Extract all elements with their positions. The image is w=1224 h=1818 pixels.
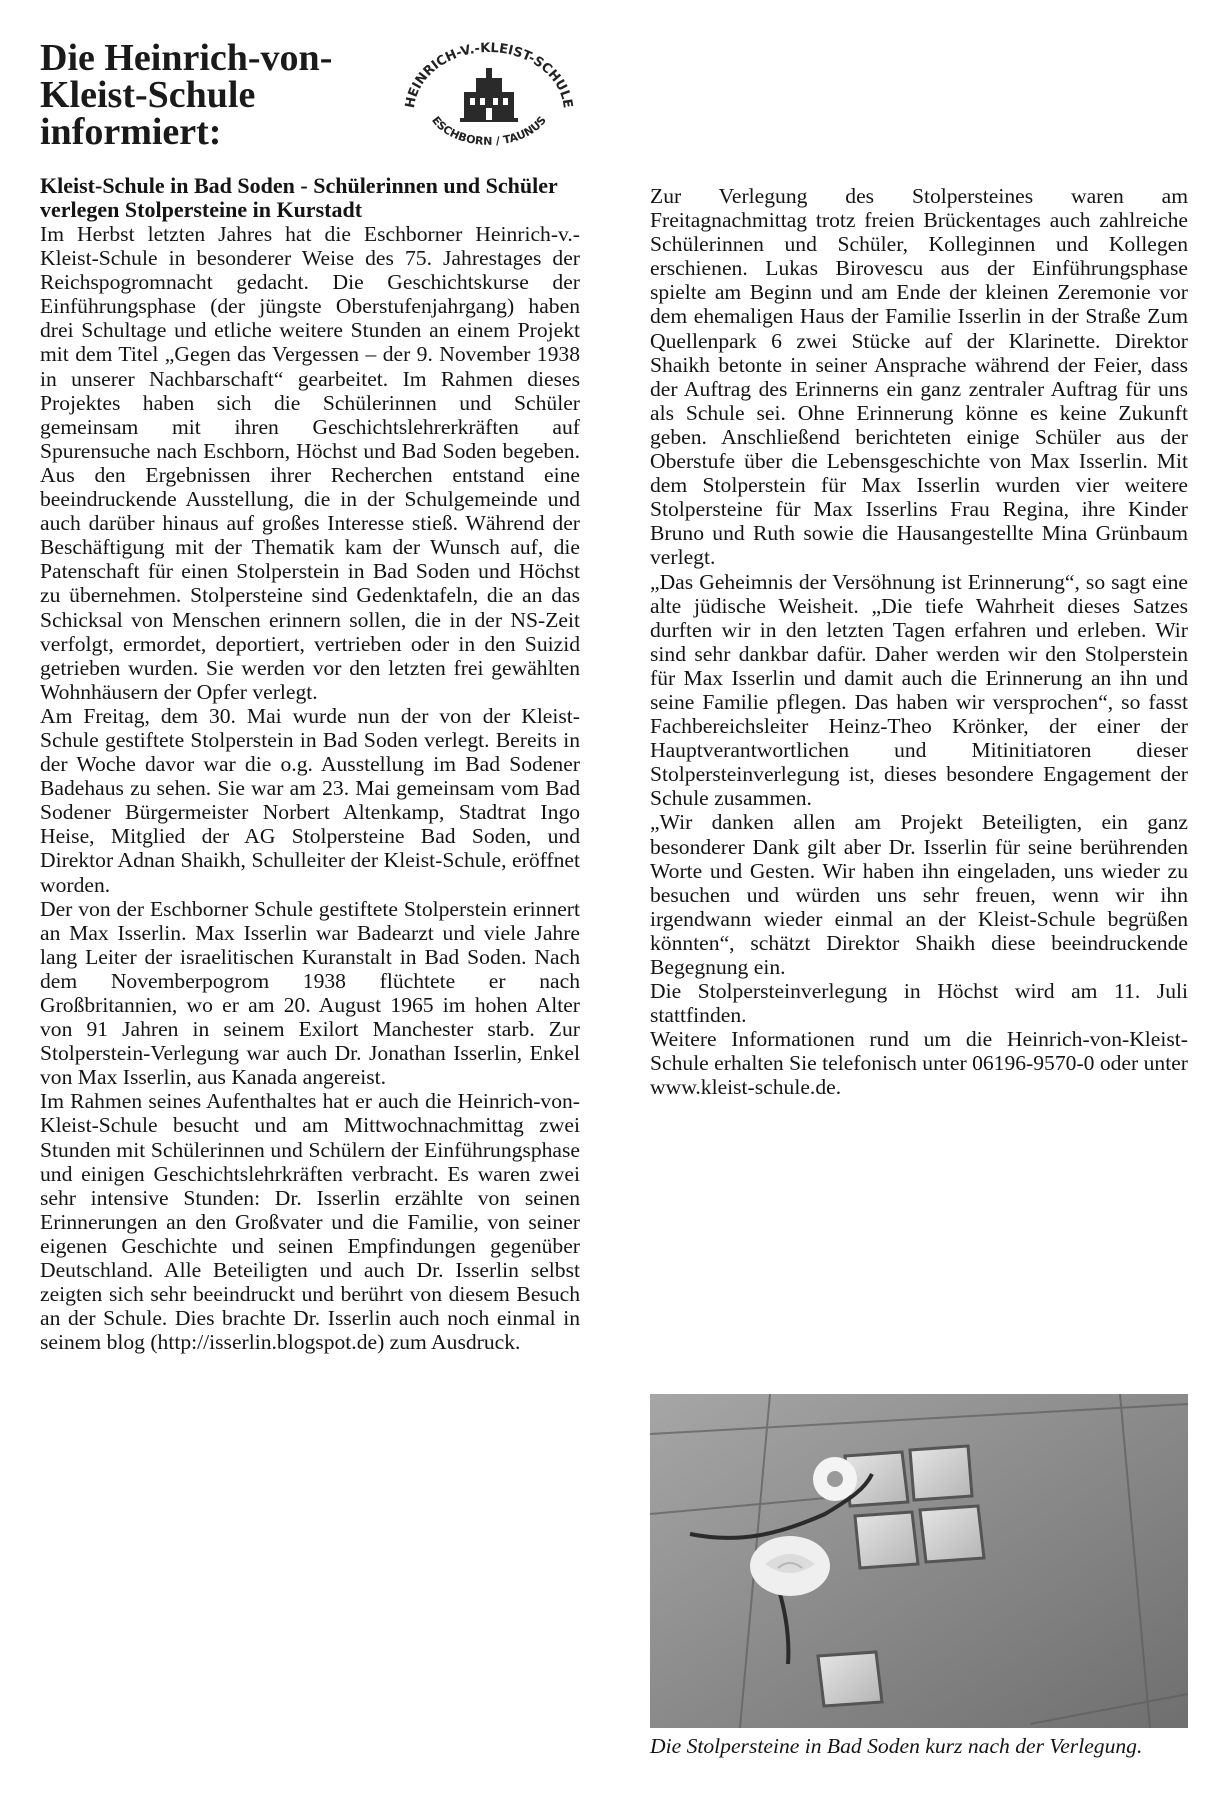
article-paragraph: Im Rahmen seines Aufenthaltes hat er auch die Heinrich-von-Kleist-Schule besucht und am Mittwochnachmittag zwei Stunden mit Schülerinnen und Schülern der Einführungsphase und einigen Geschichtslehrkräften verbracht. Es waren zwei sehr intensive Stunden: Dr. Isserlin erzählte von seinen Erinnerungen an den Großvater und die Familie, von seiner eigenen Geschichte und seinen Empfindungen gegenüber Deutschland. Alle Beteiligten und auch Dr. Isserlin selbst zeigten sich sehr beeindruckt und berührt von diesem Besuch an der Schule. Dies brachte Dr. Isserlin auch noch einmal in seinem blog (http://isserlin.blogspot.de) zum Ausdruck. bbox=[40, 1089, 580, 1355]
logo-bottom-text: ESCHBORN / TAUNUS bbox=[429, 113, 549, 148]
photo-image bbox=[650, 1394, 1188, 1728]
photo-caption: Die Stolpersteine in Bad Soden kurz nach der Verlegung. bbox=[650, 1734, 1143, 1758]
article-paragraph: Der von der Eschborner Schule gestiftete Stolperstein erinnert an Max Isserlin. Max Isserlin war Badearzt und viele Jahre lang Leiter der israelitischen Kuranstalt in Bad Soden. Nach dem Novemberpogrom 1938 flüchtete er nach Großbritannien, wo er am 20. August 1965 im hohen Alter von 91 Jahren in seinem Exilort Manchester starb. Zur Stolperstein-Verlegung war auch Dr. Jonathan Isserlin, Enkel von Max Isserlin, aus Kanada angereist. bbox=[40, 896, 580, 1090]
article-paragraph: Weitere Informationen rund um die Heinrich-von-Kleist-Schule erhalten Sie telefonisch unter 06196-9570-0 oder unter www.kleist-schule.de. bbox=[650, 1027, 1188, 1100]
masthead bbox=[40, 37, 370, 153]
article-heading: Kleist-Schule in Bad Soden - Schülerinnen und Schüler verlegen Stolpersteine in Kurstadt bbox=[40, 173, 558, 222]
school-logo bbox=[400, 34, 578, 164]
title-line: Die Heinrich-von- bbox=[40, 37, 333, 79]
article-paragraph: Im Herbst letzten Jahres hat die Eschborner Heinrich-v.-Kleist-Schule in besonderer Weise des 75. Jahrestages der Reichspogromnacht gedacht. Die Geschichtskurse der Einführungsphase (der jüngste Oberstufenjahrgang) haben drei Schultage und etliche weitere Stunden an einem Projekt mit dem Titel „Gegen das Vergessen – der 9. November 1938 in unserer Nachbarschaft“ gearbeitet. Im Rahmen dieses Projektes haben sich die Schülerinnen und Schüler gemeinsam mit ihren Geschichtslehrerkräften auf Spurensuche nach Eschborn, Höchst und Bad Soden begeben. Aus den Ergebnissen ihrer Recherchen entstand eine beeindruckende Ausstellung, die in der Schulgemeinde und auch darüber hinaus auf großes Interesse stieß. Während der Beschäftigung mit der Thematik kam der Wunsch auf, die Patenschaft für einen Stolperstein in Bad Soden und Höchst zu übernehmen. Stolpersteine sind Gedenktafeln, die an das Schicksal von Menschen erinnern sollen, die in der NS-Zeit verfolgt, ermordet, deportiert, vertrieben oder in den Suizid getrieben wurden. Sie werden vor den letzten frei gewählten Wohnhäusern der Opfer verlegt. bbox=[40, 222, 580, 704]
article-paragraph: Am Freitag, dem 30. Mai wurde nun der von der Kleist-Schule gestiftete Stolperstein in Bad Soden verlegt. Bereits in der Woche davor war die o.g. Ausstellung im Bad Sodener Badehaus zu sehen. Sie war am 23. Mai gemeinsam vom Bad Sodener Bürgermeister Norbert Altenkamp, Stadtrat Ingo Heise, Mitglied der AG Stolpersteine Bad Soden, und Direktor Adnan Shaikh, Schulleiter der Kleist-Schule, eröffnet worden. bbox=[40, 703, 580, 897]
rose-flower bbox=[750, 1536, 830, 1596]
article-paragraph: Zur Verlegung des Stolpersteines waren am Freitagnachmittag trotz freien Brückentages auch zahlreiche Schülerinnen und Schüler, Kolleginnen und Kollegen erschienen. Lukas Birovescu aus der Einführungsphase spielte am Beginn und am Ende der kleinen Zeremonie vor dem ehemaligen Haus der Familie Isserlin in der Straße Zum Quellenpark 6 zwei Stücke auf der Klarinette. Direktor Shaikh betonte in seiner Ansprache während der Feier, dass der Auftrag des Erinnerns ein ganz zentraler Auftrag für uns als Schule sei. Ohne Erinnerung könne es keine Zukunft geben. Anschließend berichteten einige Schüler aus der Oberstufe über die Lebensgeschichte von Max Isserlin. Mit dem Stolperstein für Max Isserlin wurden vier weitere Stolpersteine für Max Isserlins Frau Regina, ihre Kinder Bruno und Ruth sowie die Hausangestellte Mina Grünbaum verlegt. bbox=[650, 184, 1188, 570]
article-paragraph: „Wir danken allen am Projekt Beteiligten, ein ganz besonderer Dank gilt aber Dr. Isserlin für seine berührenden Worte und Gesten. Wir haben ihn eingeladen, uns wieder zu besuchen und würden uns sehr freuen, wenn wir ihn irgendwann wieder einmal an der Kleist-Schule begrüßen könnten“, schätzt Direktor Shaikh diese beeindruckende Begegnung ein. bbox=[650, 810, 1188, 979]
stolpersteine-photo bbox=[650, 1394, 1188, 1728]
article-column-left bbox=[40, 174, 580, 1354]
article-paragraph: Die Stolpersteinverlegung in Höchst wird am 11. Juli stattfinden. bbox=[650, 979, 1188, 1028]
logo-top-text: HEINRICH-V.-KLEIST-SCHULE bbox=[403, 40, 575, 110]
article-paragraph: „Das Geheimnis der Versöhnung ist Erinnerung“, so sagt eine alte jüdische Weisheit. „Die tiefe Wahrheit dieses Satzes durften wir in den letzten Tagen erfahren und erleben. Wir sind sehr dankbar dafür. Daher werden wir den Stolperstein für Max Isserlin und damit auch die Erinnerung an ihn und seine Familie pflegen. Das haben wir versprochen“, so fasst Fachbereichsleiter Heinz-Theo Krönker, der einer der Hauptverantwortlichen und Mitinitiatoren dieser Stolpersteinverlegung ist, dieses besondere Engagement der Schule zusammen. bbox=[650, 569, 1188, 811]
gerbera-flower bbox=[813, 1457, 857, 1501]
title-line: Kleist-Schule bbox=[40, 74, 256, 116]
article-column-right bbox=[650, 184, 1188, 1100]
page-title bbox=[40, 37, 370, 153]
school-building-icon bbox=[460, 68, 518, 122]
title-line: informiert: bbox=[40, 111, 222, 153]
